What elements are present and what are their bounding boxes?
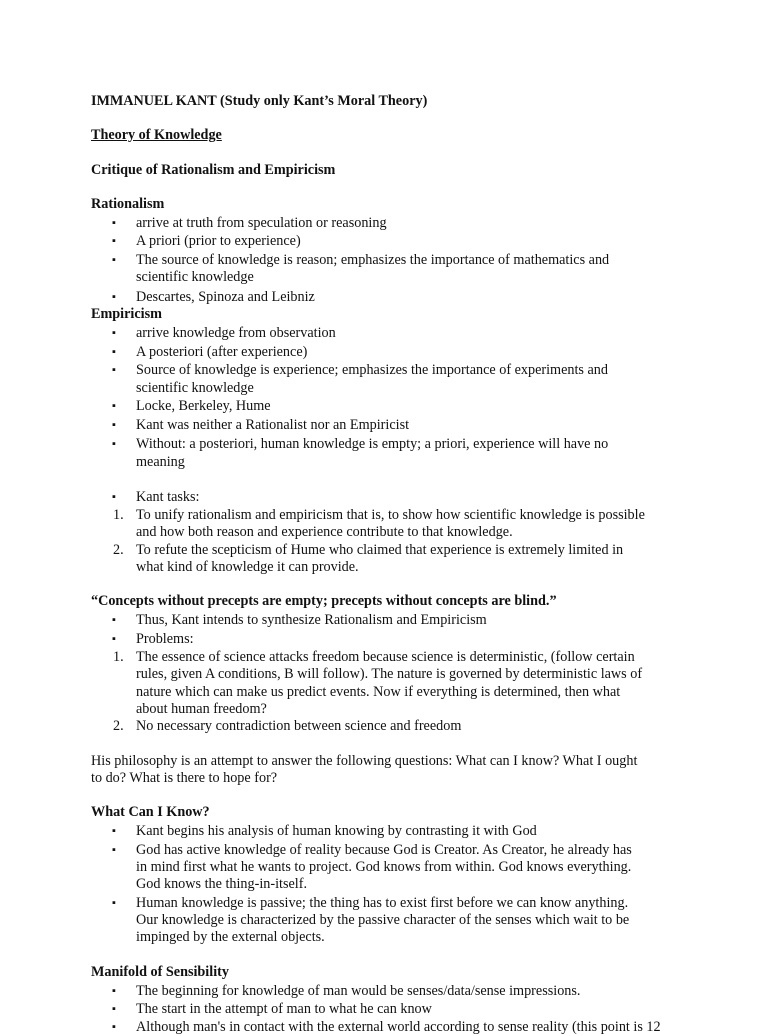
document-title: IMMANUEL KANT (Study only Kant’s Moral Theory) xyxy=(91,93,428,109)
list-item: arrive at truth from speculation or reasoning xyxy=(136,215,387,231)
bullet-marker: ▪ xyxy=(112,364,116,376)
bullet-marker: ▪ xyxy=(112,438,116,450)
list-item: Descartes, Spinoza and Leibniz xyxy=(136,289,315,305)
list-item-continuation: scientific knowledge xyxy=(136,269,254,285)
list-item: A priori (prior to experience) xyxy=(136,233,301,249)
list-item: Kant begins his analysis of human knowing by contrasting it with God xyxy=(136,823,537,839)
bullet-marker: ▪ xyxy=(112,217,116,229)
list-item: The start in the attempt of man to what he can know xyxy=(136,1001,432,1017)
list-item: Source of knowledge is experience; emphasizes the importance of experiments and xyxy=(136,362,608,378)
list-item-continuation: impinged by the external objects. xyxy=(136,929,325,945)
list-item-continuation: scientific knowledge xyxy=(136,380,254,396)
list-item-continuation: Our knowledge is characterized by the passive character of the senses which wait to be xyxy=(136,912,630,928)
list-item: Kant tasks: xyxy=(136,489,200,505)
bullet-marker: ▪ xyxy=(112,633,116,645)
paragraph-line: to do? What is there to hope for? xyxy=(91,770,278,786)
list-item: A posteriori (after experience) xyxy=(136,344,308,360)
bullet-marker: ▪ xyxy=(112,291,116,303)
numbered-item-continuation: rules, given A conditions, B will follow). The nature is governed by deterministic laws of xyxy=(136,666,643,682)
list-item: Thus, Kant intends to synthesize Rationalism and Empiricism xyxy=(136,612,487,628)
bullet-marker: ▪ xyxy=(112,844,116,856)
heading-what-can-i-know: What Can I Know? xyxy=(91,804,210,820)
list-item-continuation: in mind first what he wants to project. God knows from within. God knows everything. xyxy=(136,859,632,875)
list-item: Without: a posteriori, human knowledge is empty; a priori, experience will have no xyxy=(136,436,609,452)
numbered-item-continuation: and how both reason and experience contribute to that knowledge. xyxy=(136,524,513,540)
list-item-continuation: meaning xyxy=(136,454,185,470)
bullet-marker: ▪ xyxy=(112,327,116,339)
bullet-marker: ▪ xyxy=(112,985,116,997)
list-item: Although man's in contact with the external world according to sense reality (this point is 12 xyxy=(136,1019,661,1035)
bullet-marker: ▪ xyxy=(112,346,116,358)
list-number: 2. xyxy=(113,542,124,558)
bullet-marker: ▪ xyxy=(112,614,116,626)
bullet-marker: ▪ xyxy=(112,825,116,837)
bullet-marker: ▪ xyxy=(112,400,116,412)
numbered-item-continuation: about human freedom? xyxy=(136,701,267,717)
list-item: The beginning for knowledge of man would be senses/data/sense impressions. xyxy=(136,983,581,999)
list-item: Human knowledge is passive; the thing has to exist first before we can know anything. xyxy=(136,895,629,911)
list-number: 2. xyxy=(113,718,124,734)
bullet-marker: ▪ xyxy=(112,897,116,909)
list-item-continuation: God knows the thing-in-itself. xyxy=(136,876,308,892)
numbered-item: The essence of science attacks freedom because science is deterministic, (follow certain xyxy=(136,649,635,665)
bullet-marker: ▪ xyxy=(112,254,116,266)
heading-rationalism: Rationalism xyxy=(91,196,165,212)
paragraph-line: His philosophy is an attempt to answer the following questions: What can I know? What I ought xyxy=(91,753,638,769)
numbered-item-continuation: what kind of knowledge it can provide. xyxy=(136,559,359,575)
kant-quote: “Concepts without precepts are empty; precepts without concepts are blind.” xyxy=(91,593,557,609)
list-number: 1. xyxy=(113,507,124,523)
section-heading-theory-of-knowledge: Theory of Knowledge xyxy=(91,127,222,143)
heading-empiricism: Empiricism xyxy=(91,306,162,322)
bullet-marker: ▪ xyxy=(112,1021,116,1033)
bullet-marker: ▪ xyxy=(112,491,116,503)
numbered-item-continuation: nature which can make us predict events. Now if everything is determined, then what xyxy=(136,684,621,700)
list-item: Kant was neither a Rationalist nor an Empiricist xyxy=(136,417,410,433)
bullet-marker: ▪ xyxy=(112,1003,116,1015)
subheading-critique: Critique of Rationalism and Empiricism xyxy=(91,162,336,178)
numbered-item: No necessary contradiction between science and freedom xyxy=(136,718,462,734)
numbered-item: To unify rationalism and empiricism that is, to show how scientific knowledge is possible xyxy=(136,507,645,523)
bullet-marker: ▪ xyxy=(112,419,116,431)
numbered-item: To refute the scepticism of Hume who claimed that experience is extremely limited in xyxy=(136,542,624,558)
heading-manifold-of-sensibility: Manifold of Sensibility xyxy=(91,964,229,980)
list-item: God has active knowledge of reality because God is Creator. As Creator, he already has xyxy=(136,842,632,858)
list-item: The source of knowledge is reason; emphasizes the importance of mathematics and xyxy=(136,252,610,268)
list-number: 1. xyxy=(113,649,124,665)
list-item: Locke, Berkeley, Hume xyxy=(136,398,271,414)
list-item: Problems: xyxy=(136,631,194,647)
bullet-marker: ▪ xyxy=(112,235,116,247)
list-item: arrive knowledge from observation xyxy=(136,325,336,341)
